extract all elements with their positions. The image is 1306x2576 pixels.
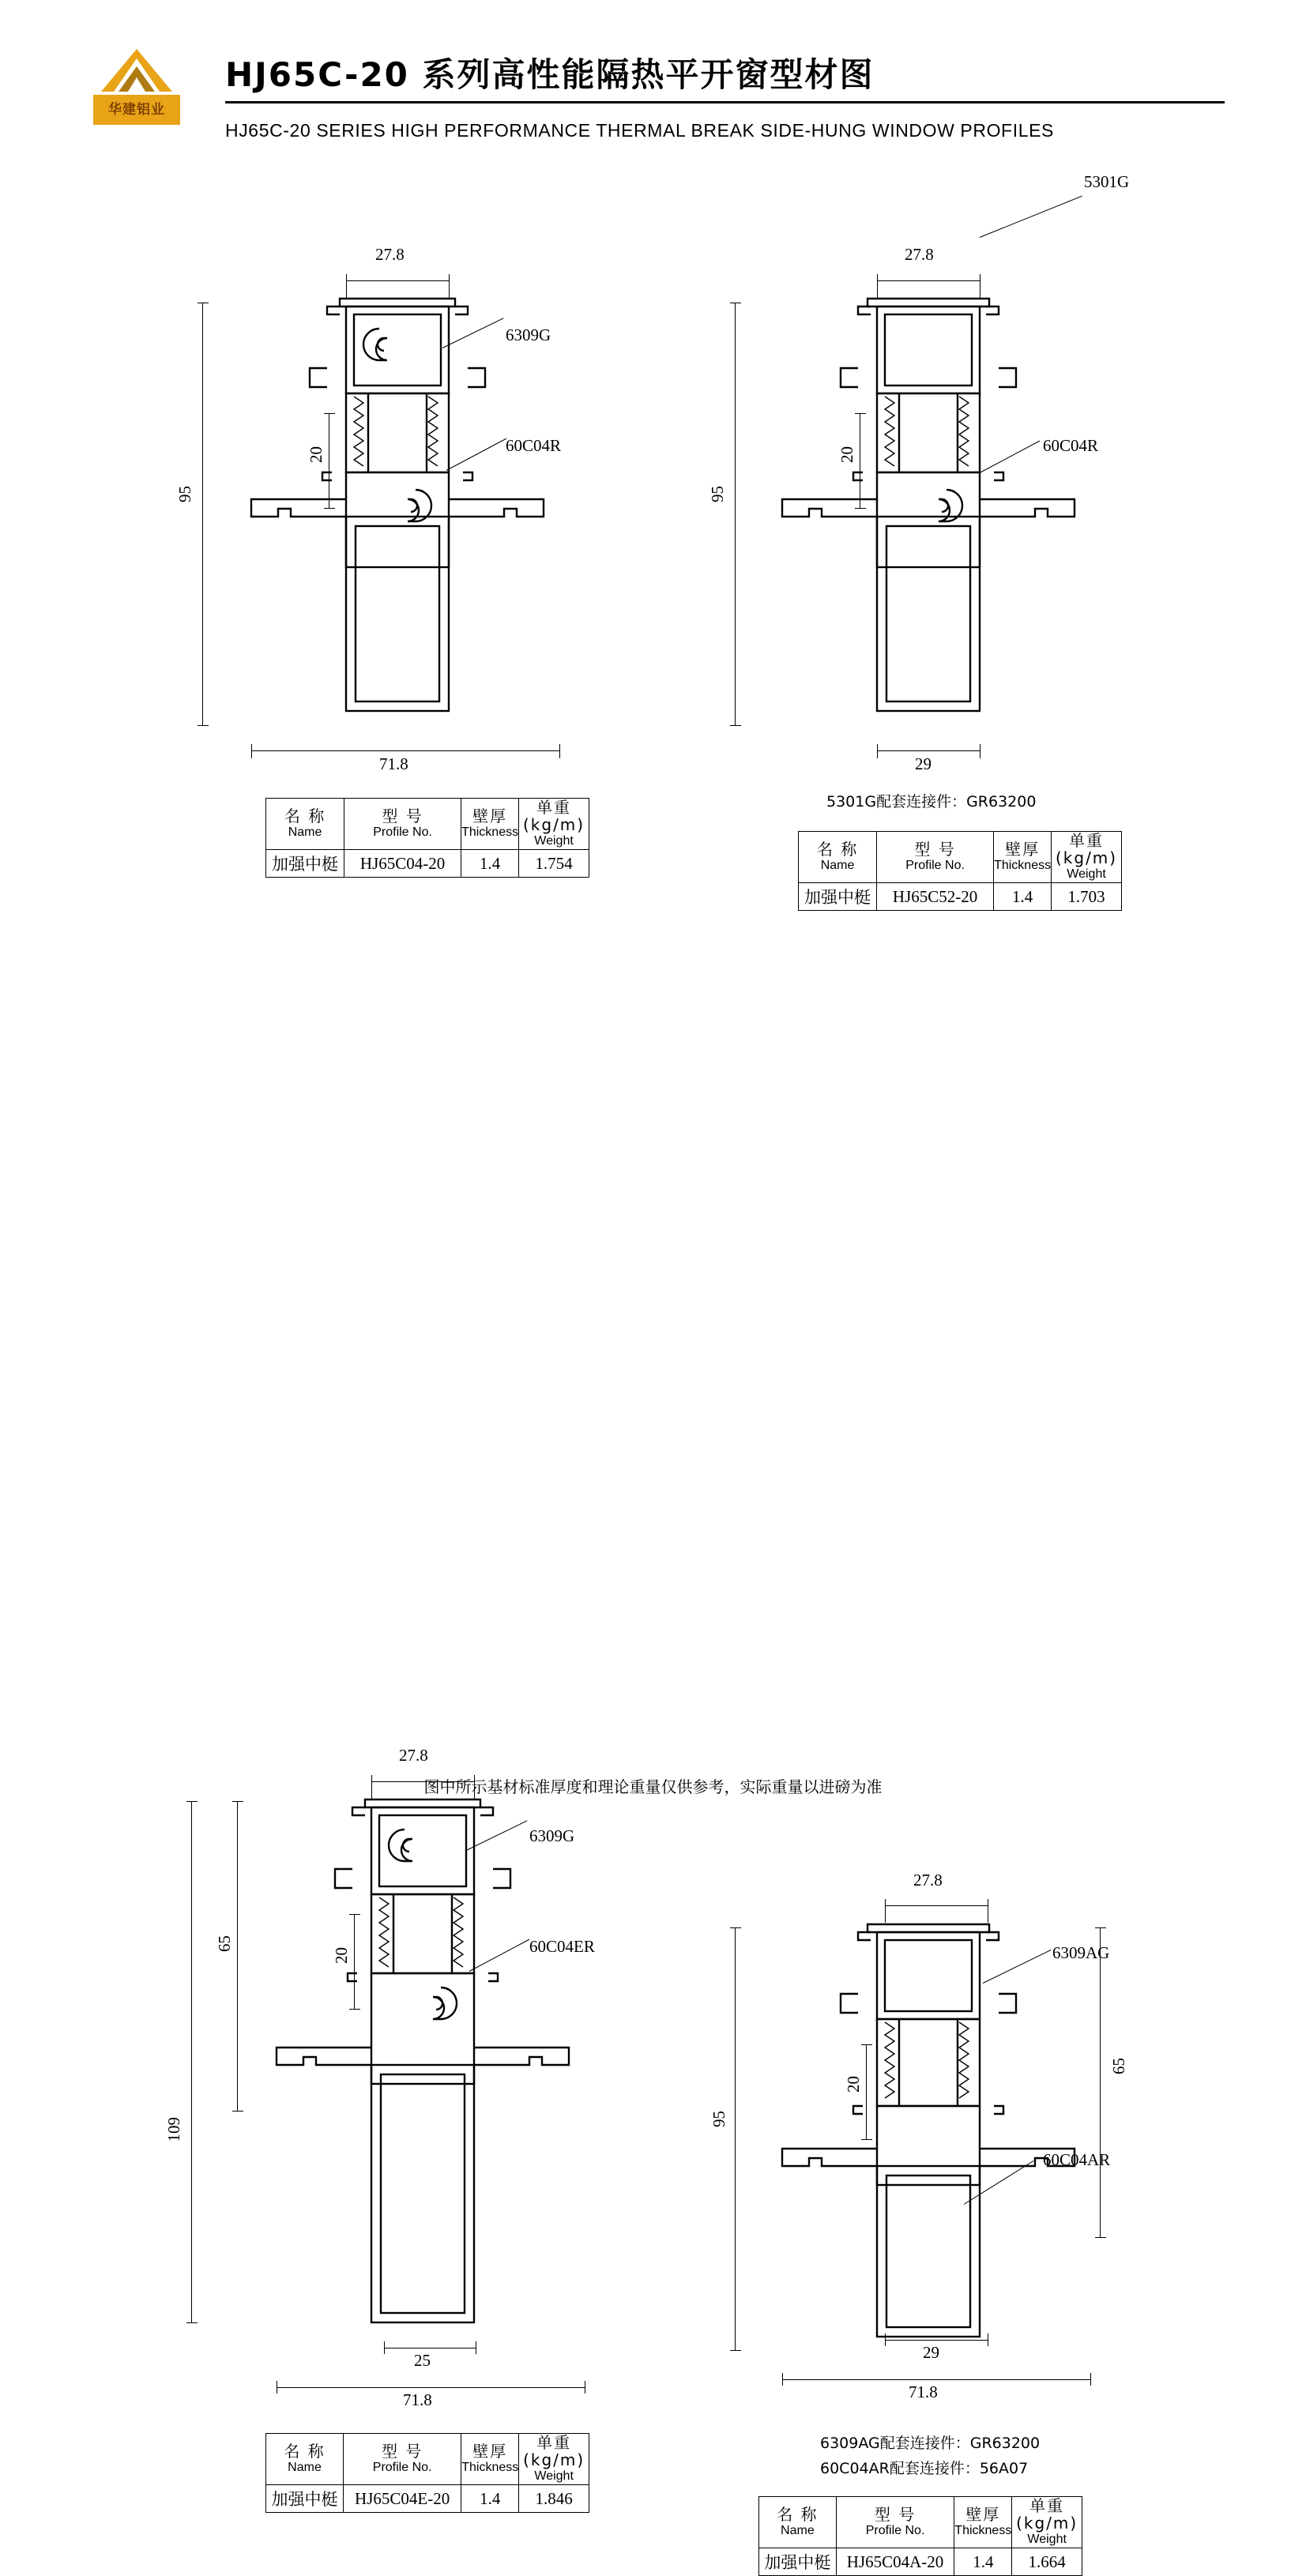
dim-line-bottom-width — [251, 750, 559, 751]
dim-bottom-width: 71.8 — [379, 754, 408, 773]
callout-60C04R: 60C04R — [1043, 436, 1099, 455]
dim-line-top-width — [877, 280, 980, 281]
th-profile-cn: 型 号 — [914, 840, 956, 859]
figure-2 — [648, 0, 1306, 932]
accessory-note-2: 60C04AR配套连接件：56A07 — [820, 2460, 1029, 2477]
accessory-note-1: 5301G配套连接件：GR63200 — [826, 793, 1037, 810]
dim-top-width: 27.8 — [375, 245, 405, 264]
table-row — [266, 850, 589, 878]
th-profile — [836, 2497, 954, 2548]
dim-cap-bottom — [186, 2322, 198, 2323]
dim-gap: 20 — [837, 446, 856, 463]
profile-section-drawing — [752, 1918, 1116, 2376]
table-row — [759, 2548, 1082, 2576]
th-profile-en: Profile No. — [373, 825, 432, 839]
profile-section-drawing — [221, 292, 585, 735]
dim-cap-inner-top — [232, 1801, 243, 1802]
dim-height-right: 65 — [1109, 2058, 1128, 2074]
dim-ext-bl — [251, 744, 252, 758]
th-thickness-cn: 壁厚 — [472, 807, 508, 825]
th-thickness — [461, 2434, 519, 2485]
th-thickness-en: Thickness — [461, 2461, 519, 2474]
spec-table-3 — [265, 2433, 589, 2513]
th-weight-cn: 单重(kg/m) — [1055, 831, 1118, 867]
th-profile — [344, 799, 461, 850]
callout-6309G: 6309G — [529, 1826, 575, 1845]
spec-table-2 — [798, 831, 1122, 911]
page-title-en: HJ65C-20 SERIES HIGH PERFORMANCE THERMAL BREAK SIDE-HUNG WINDOW PROFILES — [225, 120, 1054, 141]
dim-bottom-width: 71.8 — [403, 2390, 432, 2409]
dim-line-bottom-width — [782, 2379, 1090, 2380]
logo-text: 华建铝业 — [108, 102, 165, 118]
th-thickness-en: Thickness — [994, 859, 1052, 872]
th-weight — [519, 2434, 589, 2485]
cell-weight: 1.664 — [1012, 2548, 1082, 2576]
cell-weight: 1.703 — [1052, 883, 1122, 911]
callout-6309G: 6309G — [506, 325, 551, 344]
th-thickness — [954, 2497, 1012, 2548]
dim-ext-bl — [877, 744, 878, 758]
profile-section-drawing — [247, 1793, 610, 2346]
table-header-row — [799, 832, 1122, 883]
th-name-en: Name — [781, 2524, 815, 2537]
th-name — [266, 2434, 344, 2485]
th-profile-cn: 型 号 — [382, 807, 423, 825]
cell-profile: HJ65C04A-20 — [836, 2548, 954, 2576]
dim-height-inner: 65 — [215, 1935, 234, 1952]
th-profile-en: Profile No. — [865, 2524, 925, 2537]
th-weight-cn: 单重(kg/m) — [1016, 2496, 1078, 2533]
table-header-row — [266, 799, 589, 850]
dim-top-width: 27.8 — [913, 1871, 943, 1890]
cell-weight: 1.754 — [519, 850, 589, 878]
th-thickness-en: Thickness — [461, 825, 519, 839]
dim-height-total: 109 — [164, 2117, 183, 2142]
dim-line-height — [735, 303, 736, 725]
dim-height: 95 — [709, 2111, 728, 2127]
callout-5301G: 5301G — [1084, 172, 1130, 191]
dim-gap: 20 — [844, 2076, 863, 2093]
th-name — [799, 832, 877, 883]
cell-thickness: 1.4 — [994, 883, 1052, 911]
th-thickness-cn: 壁厚 — [965, 2505, 1001, 2524]
dim-bottom-width: 29 — [915, 754, 932, 773]
cell-profile: HJ65C04-20 — [344, 850, 461, 878]
spec-table-1 — [265, 798, 589, 878]
callout-60C04AR: 60C04AR — [1043, 2150, 1111, 2169]
th-profile-en: Profile No. — [905, 859, 965, 872]
th-thickness-cn: 壁厚 — [472, 2442, 508, 2461]
th-name-en: Name — [288, 825, 322, 839]
th-weight-en: Weight — [1067, 867, 1106, 881]
th-weight-en: Weight — [534, 2469, 574, 2483]
dim-cap-inner-bottom — [232, 2111, 243, 2112]
callout-6309AG: 6309AG — [1052, 1943, 1110, 1962]
accessory-note-1: 6309AG配套连接件：GR63200 — [820, 2435, 1041, 2452]
dim-height: 95 — [175, 486, 194, 502]
dim-line-top-width — [885, 1905, 988, 1906]
dim-line-height-total — [191, 1801, 192, 2322]
th-profile — [877, 832, 994, 883]
cell-profile: HJ65C04E-20 — [344, 2485, 461, 2513]
dim-cap-bottom — [198, 725, 209, 726]
th-name-cn: 名 称 — [284, 807, 326, 825]
table-header-row — [759, 2497, 1082, 2548]
dim-ext-br — [559, 744, 560, 758]
dim-line-bottom-width — [277, 2387, 585, 2388]
dim-top-width: 27.8 — [399, 1746, 428, 1765]
dim-bottom-inner: 25 — [414, 2351, 431, 2370]
th-name-en: Name — [820, 859, 855, 872]
th-weight — [519, 799, 589, 850]
th-name-cn: 名 称 — [777, 2505, 819, 2524]
dim-cap-bottom — [730, 725, 741, 726]
callout-60C04ER: 60C04ER — [529, 1937, 595, 1956]
table-row — [266, 2485, 589, 2513]
dim-line-top-width — [346, 280, 449, 281]
dim-height: 95 — [708, 486, 727, 502]
cell-name: 加强中梃 — [759, 2548, 837, 2576]
figure-1 — [0, 0, 648, 885]
th-profile — [344, 2434, 461, 2485]
th-profile-cn: 型 号 — [874, 2505, 916, 2524]
dim-line-height — [202, 303, 203, 725]
th-weight — [1012, 2497, 1082, 2548]
cell-thickness: 1.4 — [954, 2548, 1012, 2576]
dim-cap-top — [186, 1801, 198, 1802]
cell-thickness: 1.4 — [461, 850, 519, 878]
dim-line-height — [735, 1927, 736, 2350]
spec-table-4 — [758, 2496, 1082, 2576]
cell-thickness: 1.4 — [461, 2485, 519, 2513]
th-weight-cn: 单重(kg/m) — [523, 2433, 585, 2469]
dim-cap-top — [730, 1927, 741, 1928]
dim-bottom-inner: 29 — [923, 2343, 939, 2362]
th-profile-en: Profile No. — [372, 2461, 432, 2474]
cell-profile: HJ65C52-20 — [877, 883, 994, 911]
callout-60C04R: 60C04R — [506, 436, 562, 455]
dim-bottom-width: 71.8 — [909, 2382, 938, 2401]
page-footer-note: 图中所示基材标准厚度和理论重量仅供参考，实际重量以进磅为准 — [423, 1777, 883, 1796]
cell-name: 加强中梃 — [266, 850, 344, 878]
profile-section-drawing — [752, 292, 1116, 735]
callout-leader-1 — [980, 196, 1082, 238]
th-profile-cn: 型 号 — [381, 2442, 423, 2461]
dim-top-width: 27.8 — [905, 245, 934, 264]
th-thickness — [461, 799, 519, 850]
th-name-cn: 名 称 — [816, 840, 859, 859]
dim-gap: 20 — [307, 446, 326, 463]
table-row — [799, 883, 1122, 911]
dim-cap-bottom — [730, 2350, 741, 2351]
th-thickness — [994, 832, 1052, 883]
th-name — [759, 2497, 837, 2548]
th-thickness-en: Thickness — [954, 2524, 1012, 2537]
cell-name: 加强中梃 — [799, 883, 877, 911]
th-name-en: Name — [288, 2461, 322, 2474]
dim-line-bottom-width — [877, 750, 980, 751]
page-title-cn: HJ65C-20 系列高性能隔热平开窗型材图 — [225, 55, 875, 94]
th-name — [266, 799, 344, 850]
th-name-cn: 名 称 — [284, 2442, 326, 2461]
cell-weight: 1.846 — [519, 2485, 589, 2513]
figure-3 — [0, 908, 648, 2509]
th-weight-en: Weight — [534, 834, 574, 848]
th-weight — [1052, 832, 1122, 883]
th-weight-en: Weight — [1027, 2533, 1067, 2546]
th-weight-cn: 单重(kg/m) — [522, 798, 585, 834]
dim-gap: 20 — [332, 1947, 351, 1964]
th-thickness-cn: 壁厚 — [1005, 840, 1041, 859]
table-header-row — [266, 2434, 589, 2485]
cell-name: 加强中梃 — [266, 2485, 344, 2513]
